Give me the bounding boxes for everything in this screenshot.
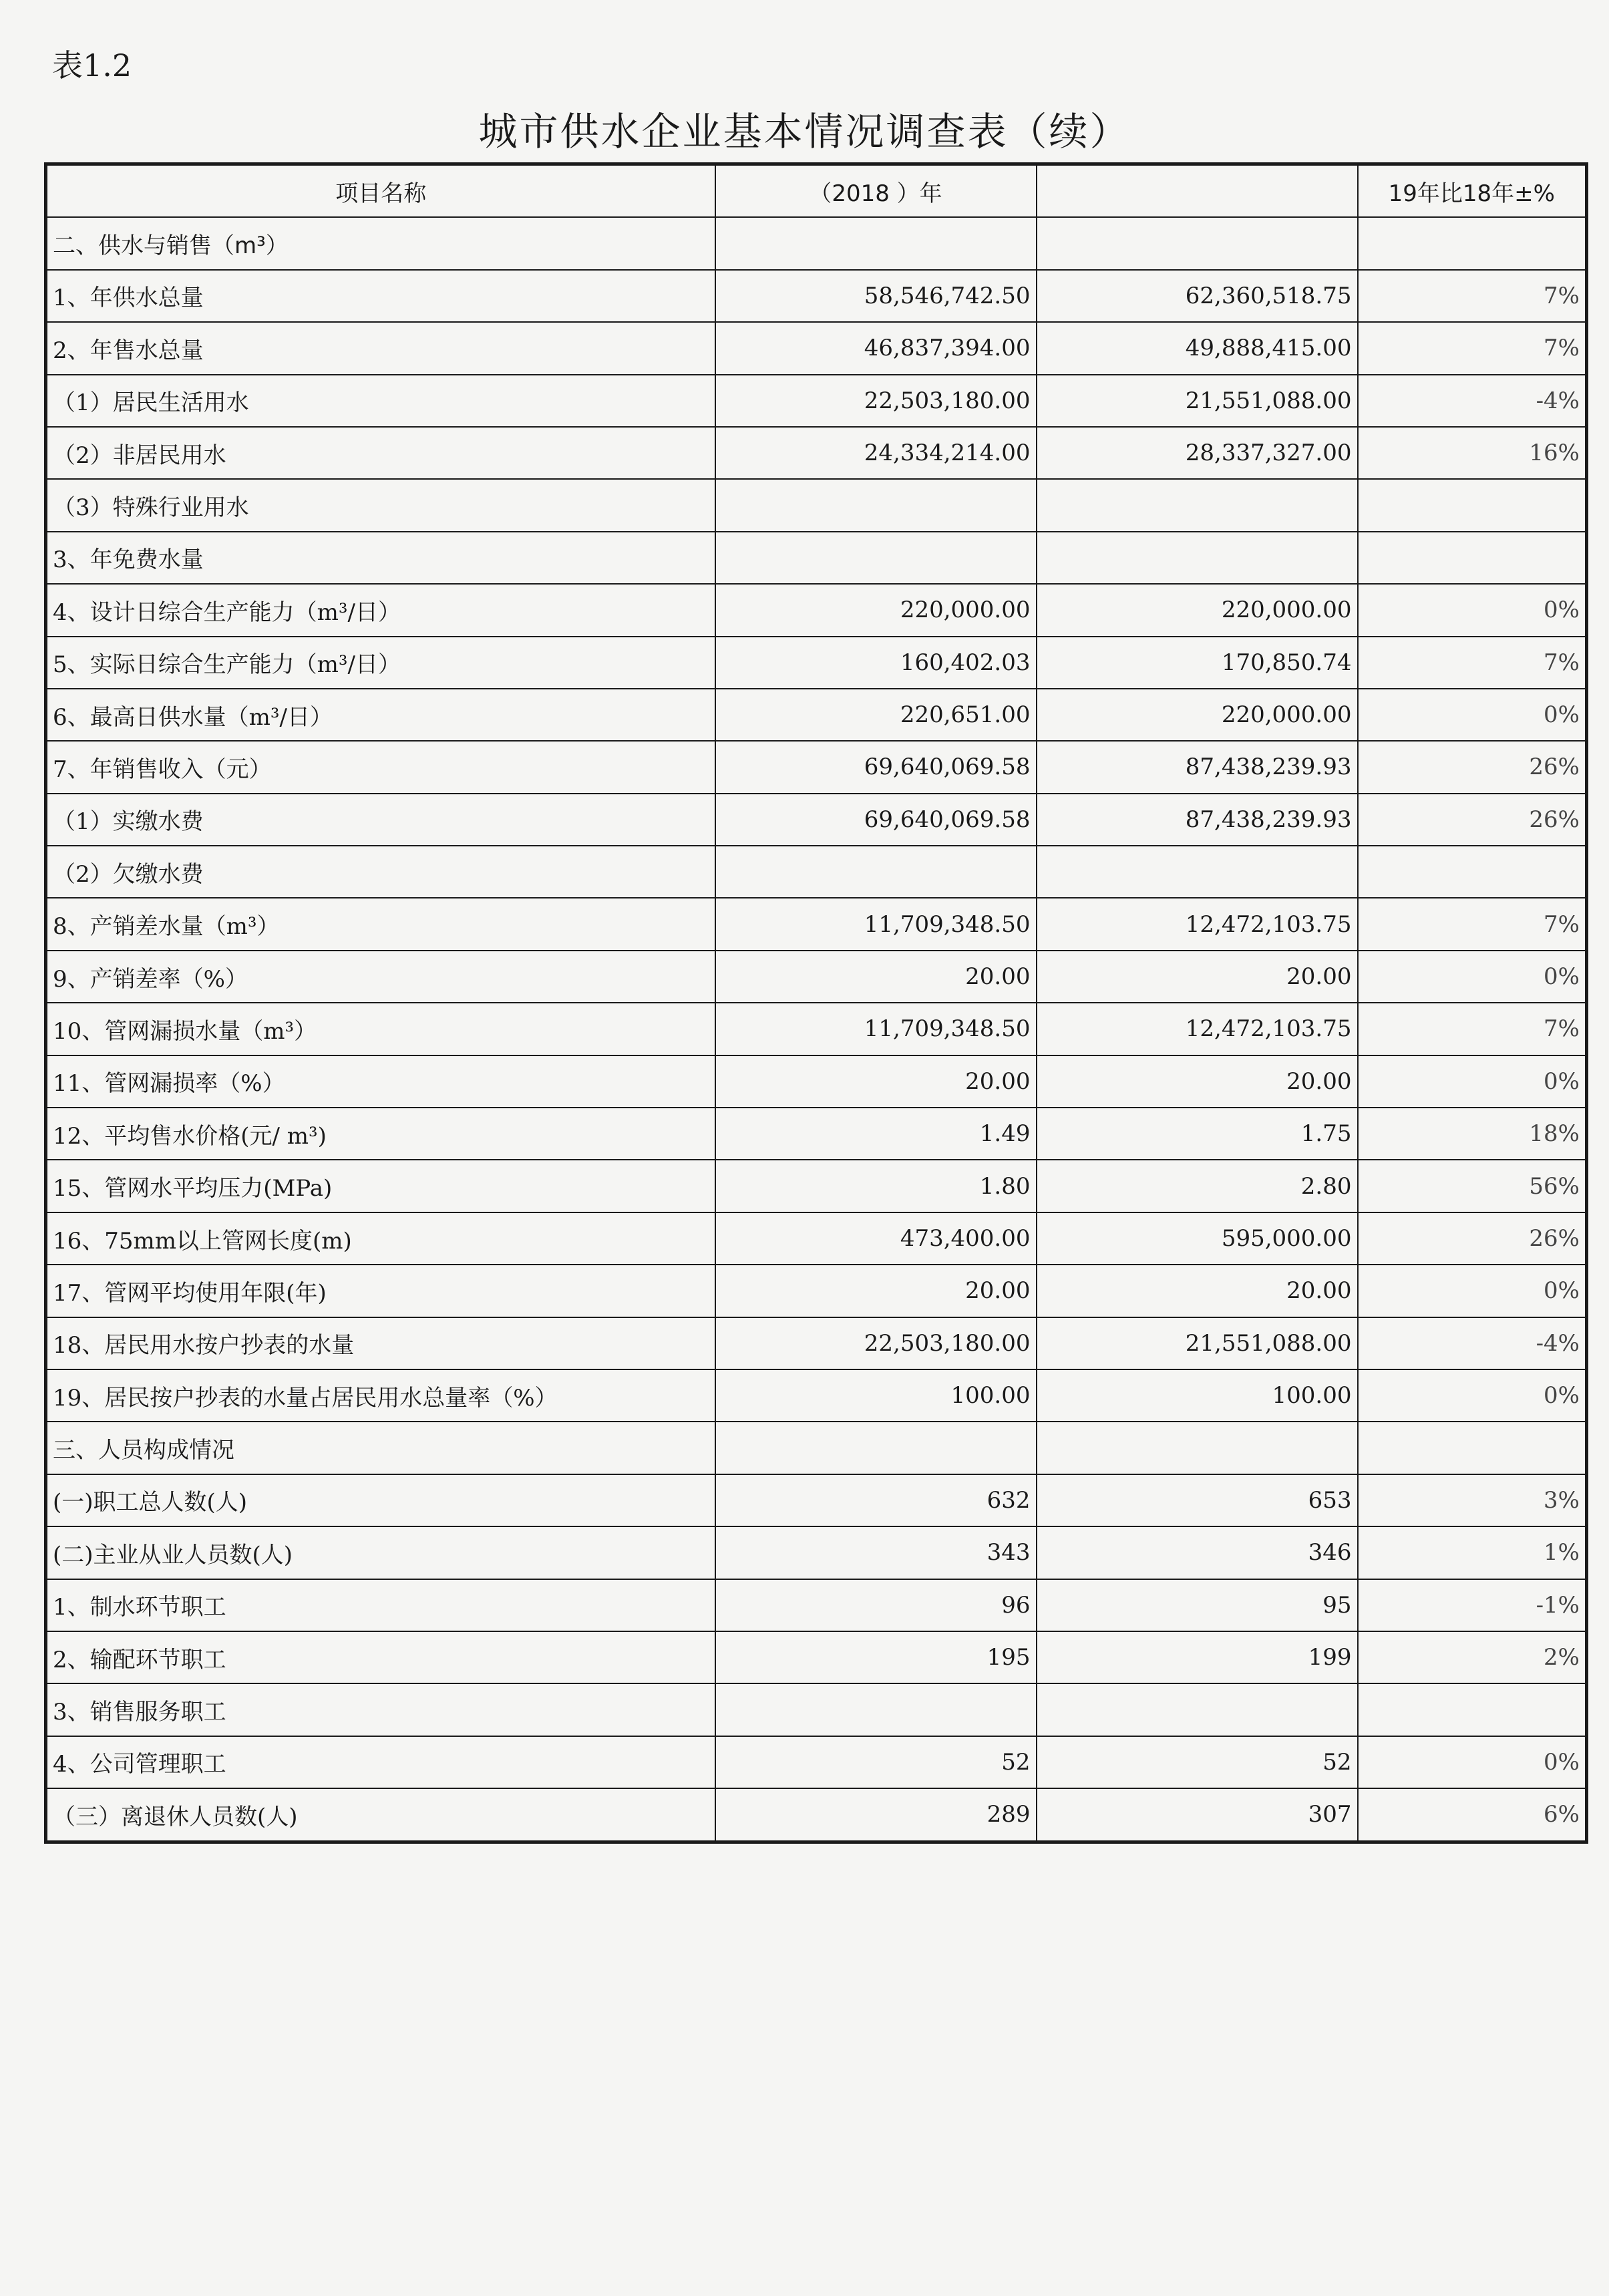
survey-table [44, 162, 1588, 1844]
row-value-2018 [715, 846, 1037, 898]
row-value-2018: 473,400.00 [715, 1212, 1037, 1265]
table-row [46, 1474, 1587, 1526]
row-value-2019: 100.00 [1037, 1369, 1358, 1422]
row-change-percent: 2% [1358, 1631, 1587, 1683]
table-row [46, 1265, 1587, 1317]
row-item-name: 1、年供水总量 [46, 270, 715, 322]
row-change-percent: 18% [1358, 1108, 1587, 1160]
row-value-2018: 20.00 [715, 951, 1037, 1003]
row-change-percent: 0% [1358, 584, 1587, 636]
row-change-percent [1358, 1683, 1587, 1736]
row-value-2019: 220,000.00 [1037, 689, 1358, 741]
row-value-2019: 28,337,327.00 [1037, 427, 1358, 479]
row-value-2018: 20.00 [715, 1055, 1037, 1108]
header-item-name: 项目名称 [46, 164, 715, 218]
row-item-name: （三）离退休人员数(人) [46, 1788, 715, 1842]
row-value-2018: 52 [715, 1736, 1037, 1788]
table-row [46, 217, 1587, 269]
row-item-name: （1）实缴水费 [46, 794, 715, 846]
row-change-percent [1358, 846, 1587, 898]
row-value-2019: 346 [1037, 1526, 1358, 1579]
table-row [46, 1317, 1587, 1369]
row-item-name: （2）非居民用水 [46, 427, 715, 479]
row-item-name: （3）特殊行业用水 [46, 479, 715, 531]
row-item-name: 19、居民按户抄表的水量占居民用水总量率（%） [46, 1369, 715, 1422]
row-item-name: 2、输配环节职工 [46, 1631, 715, 1683]
table-row [46, 1579, 1587, 1631]
row-value-2018: 96 [715, 1579, 1037, 1631]
row-item-name: 2、年售水总量 [46, 322, 715, 374]
row-item-name: 17、管网平均使用年限(年) [46, 1265, 715, 1317]
table-number-label: 表1.2 [52, 47, 132, 84]
row-item-name: 1、制水环节职工 [46, 1579, 715, 1631]
row-value-2018 [715, 217, 1037, 269]
row-value-2019: 12,472,103.75 [1037, 1003, 1358, 1055]
row-value-2019: 95 [1037, 1579, 1358, 1631]
row-value-2019: 21,551,088.00 [1037, 1317, 1358, 1369]
table-row [46, 479, 1587, 531]
row-change-percent: -1% [1358, 1579, 1587, 1631]
table-row [46, 1631, 1587, 1683]
row-change-percent: 7% [1358, 322, 1587, 374]
row-change-percent: 0% [1358, 689, 1587, 741]
row-item-name: 9、产销差率（%） [46, 951, 715, 1003]
header-change-percent: 19年比18年±% [1358, 164, 1587, 218]
row-value-2019 [1037, 846, 1358, 898]
table-row [46, 1055, 1587, 1108]
table-header-row [46, 164, 1587, 218]
row-change-percent: 56% [1358, 1160, 1587, 1212]
header-year-2018: （2018 ）年 [715, 164, 1037, 218]
row-value-2019: 1.75 [1037, 1108, 1358, 1160]
row-value-2018: 220,651.00 [715, 689, 1037, 741]
row-value-2018: 289 [715, 1788, 1037, 1842]
row-item-name: 5、实际日综合生产能力（m³/日） [46, 637, 715, 689]
row-value-2019: 595,000.00 [1037, 1212, 1358, 1265]
table-row [46, 1788, 1587, 1842]
row-item-name: 11、管网漏损率（%） [46, 1055, 715, 1108]
row-item-name: 4、公司管理职工 [46, 1736, 715, 1788]
row-value-2019: 49,888,415.00 [1037, 322, 1358, 374]
row-change-percent: 26% [1358, 1212, 1587, 1265]
row-value-2018 [715, 1683, 1037, 1736]
row-value-2018: 195 [715, 1631, 1037, 1683]
row-value-2018: 160,402.03 [715, 637, 1037, 689]
row-value-2019: 20.00 [1037, 951, 1358, 1003]
row-value-2018: 20.00 [715, 1265, 1037, 1317]
row-change-percent: 7% [1358, 898, 1587, 950]
table-row [46, 846, 1587, 898]
table-row [46, 270, 1587, 322]
row-change-percent [1358, 217, 1587, 269]
row-item-name: 二、供水与销售（m³） [46, 217, 715, 269]
row-value-2018: 22,503,180.00 [715, 375, 1037, 427]
row-value-2018 [715, 532, 1037, 584]
row-change-percent: 3% [1358, 1474, 1587, 1526]
row-item-name: 18、居民用水按户抄表的水量 [46, 1317, 715, 1369]
header-year-2019 [1037, 164, 1358, 218]
row-item-name: 7、年销售收入（元） [46, 741, 715, 793]
row-item-name: 3、销售服务职工 [46, 1683, 715, 1736]
row-item-name: 8、产销差水量（m³） [46, 898, 715, 950]
row-value-2018: 69,640,069.58 [715, 794, 1037, 846]
table-row [46, 637, 1587, 689]
row-change-percent: 16% [1358, 427, 1587, 479]
row-change-percent: 0% [1358, 1265, 1587, 1317]
table-row [46, 427, 1587, 479]
table-row [46, 1369, 1587, 1422]
table-row [46, 1108, 1587, 1160]
row-value-2018: 58,546,742.50 [715, 270, 1037, 322]
row-item-name: (二)主业从业人员数(人) [46, 1526, 715, 1579]
row-value-2019: 12,472,103.75 [1037, 898, 1358, 950]
row-value-2019: 307 [1037, 1788, 1358, 1842]
row-change-percent [1358, 479, 1587, 531]
row-change-percent: 26% [1358, 741, 1587, 793]
row-value-2019 [1037, 479, 1358, 531]
row-item-name: 12、平均售水价格(元/ m³) [46, 1108, 715, 1160]
row-value-2019: 2.80 [1037, 1160, 1358, 1212]
row-value-2019 [1037, 1683, 1358, 1736]
row-change-percent: 7% [1358, 270, 1587, 322]
row-change-percent: 0% [1358, 951, 1587, 1003]
row-value-2019: 87,438,239.93 [1037, 794, 1358, 846]
row-value-2018: 69,640,069.58 [715, 741, 1037, 793]
row-value-2018 [715, 1422, 1037, 1474]
row-item-name: 6、最高日供水量（m³/日） [46, 689, 715, 741]
row-value-2019: 199 [1037, 1631, 1358, 1683]
row-value-2019: 20.00 [1037, 1055, 1358, 1108]
row-change-percent: -4% [1358, 1317, 1587, 1369]
row-change-percent: -4% [1358, 375, 1587, 427]
row-value-2019 [1037, 532, 1358, 584]
row-item-name: （2）欠缴水费 [46, 846, 715, 898]
row-value-2019: 62,360,518.75 [1037, 270, 1358, 322]
row-value-2018: 1.80 [715, 1160, 1037, 1212]
row-value-2018 [715, 479, 1037, 531]
row-item-name: 4、设计日综合生产能力（m³/日） [46, 584, 715, 636]
table-row [46, 1683, 1587, 1736]
row-change-percent: 0% [1358, 1055, 1587, 1108]
row-value-2018: 11,709,348.50 [715, 898, 1037, 950]
row-value-2019: 653 [1037, 1474, 1358, 1526]
row-change-percent: 1% [1358, 1526, 1587, 1579]
table-row [46, 794, 1587, 846]
row-value-2019 [1037, 217, 1358, 269]
row-value-2018: 22,503,180.00 [715, 1317, 1037, 1369]
table-row [46, 1160, 1587, 1212]
table-row [46, 741, 1587, 793]
row-value-2018: 220,000.00 [715, 584, 1037, 636]
row-change-percent: 0% [1358, 1369, 1587, 1422]
row-value-2019: 52 [1037, 1736, 1358, 1788]
row-value-2019: 220,000.00 [1037, 584, 1358, 636]
table-row [46, 375, 1587, 427]
row-item-name: 16、75mm以上管网长度(m) [46, 1212, 715, 1265]
row-change-percent: 7% [1358, 1003, 1587, 1055]
row-value-2018: 632 [715, 1474, 1037, 1526]
row-item-name: 15、管网水平均压力(MPa) [46, 1160, 715, 1212]
row-value-2018: 24,334,214.00 [715, 427, 1037, 479]
row-item-name: 10、管网漏损水量（m³） [46, 1003, 715, 1055]
table-row [46, 1422, 1587, 1474]
row-item-name: (一)职工总人数(人) [46, 1474, 715, 1526]
row-change-percent: 26% [1358, 794, 1587, 846]
table-row [46, 584, 1587, 636]
page-title: 城市供水企业基本情况调查表（续） [478, 109, 1131, 154]
row-value-2018: 46,837,394.00 [715, 322, 1037, 374]
table-row [46, 1526, 1587, 1579]
row-value-2019: 20.00 [1037, 1265, 1358, 1317]
table-row [46, 1212, 1587, 1265]
row-value-2019 [1037, 1422, 1358, 1474]
row-value-2019: 170,850.74 [1037, 637, 1358, 689]
table-row [46, 1003, 1587, 1055]
row-value-2018: 11,709,348.50 [715, 1003, 1037, 1055]
row-change-percent [1358, 1422, 1587, 1474]
row-change-percent: 7% [1358, 637, 1587, 689]
row-value-2019: 21,551,088.00 [1037, 375, 1358, 427]
row-item-name: （1）居民生活用水 [46, 375, 715, 427]
row-change-percent: 6% [1358, 1788, 1587, 1842]
row-value-2018: 1.49 [715, 1108, 1037, 1160]
row-value-2018: 100.00 [715, 1369, 1037, 1422]
table-row [46, 898, 1587, 950]
table-row [46, 322, 1587, 374]
table-row [46, 532, 1587, 584]
row-change-percent: 0% [1358, 1736, 1587, 1788]
row-value-2018: 343 [715, 1526, 1037, 1579]
row-change-percent [1358, 532, 1587, 584]
row-item-name: 3、年免费水量 [46, 532, 715, 584]
row-item-name: 三、人员构成情况 [46, 1422, 715, 1474]
table-row [46, 689, 1587, 741]
table-row [46, 1736, 1587, 1788]
table-row [46, 951, 1587, 1003]
row-value-2019: 87,438,239.93 [1037, 741, 1358, 793]
